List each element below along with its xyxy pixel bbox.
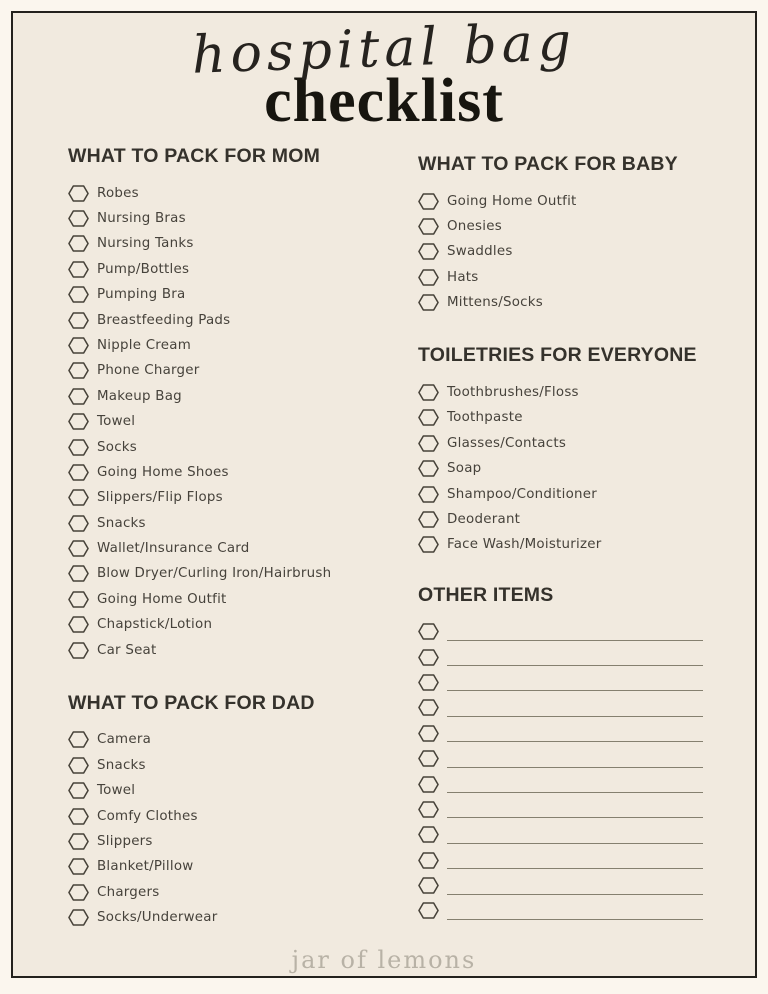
hexagon-checkbox-icon[interactable]	[68, 590, 89, 609]
hexagon-checkbox-icon[interactable]	[68, 387, 89, 406]
blank-checklist-row	[418, 746, 707, 771]
fill-in-line[interactable]	[447, 699, 703, 717]
fill-in-line[interactable]	[447, 724, 703, 742]
blank-checklist-row	[418, 619, 707, 644]
checklist-item	[418, 214, 707, 239]
hexagon-checkbox-icon[interactable]	[68, 781, 89, 800]
blank-checklist-row	[418, 848, 707, 873]
item-label: Chargers	[97, 884, 160, 900]
hexagon-checkbox-icon[interactable]	[68, 908, 89, 927]
item-label: Blanket/Pillow	[97, 859, 194, 875]
checklist-item	[68, 333, 418, 358]
hexagon-checkbox-icon[interactable]	[68, 209, 89, 228]
hexagon-checkbox-icon[interactable]	[418, 242, 439, 261]
item-label: Mittens/Socks	[447, 295, 544, 311]
hexagon-checkbox-icon[interactable]	[68, 883, 89, 902]
blank-checklist-row	[418, 898, 707, 923]
checklist-item	[418, 188, 707, 213]
checklist-item	[68, 612, 418, 637]
hexagon-checkbox-icon[interactable]	[68, 438, 89, 457]
checklist-item	[418, 239, 707, 264]
checklist-item	[68, 753, 418, 778]
item-label: Wallet/Insurance Card	[97, 541, 250, 557]
checklist-item	[68, 409, 418, 434]
right-column	[418, 154, 707, 930]
item-label: Hats	[447, 269, 479, 285]
hexagon-checkbox-icon[interactable]	[418, 268, 439, 287]
checklist-item	[68, 511, 418, 536]
item-label: Nursing Tanks	[97, 236, 194, 252]
hexagon-checkbox-icon[interactable]	[68, 336, 89, 355]
item-label: Blow Dryer/Curling Iron/Hairbrush	[97, 566, 332, 582]
fill-in-line[interactable]	[447, 673, 703, 691]
hexagon-checkbox-icon[interactable]	[418, 851, 439, 870]
item-label: Face Wash/Moisturizer	[447, 537, 602, 553]
item-label: Camera	[97, 732, 152, 748]
checklist-item	[68, 257, 418, 282]
checklist-item	[68, 358, 418, 383]
item-label: Deoderant	[447, 511, 521, 527]
hexagon-checkbox-icon[interactable]	[68, 514, 89, 533]
hexagon-checkbox-icon[interactable]	[68, 412, 89, 431]
section-title-dad: WHAT TO PACK FOR DAD	[68, 691, 315, 714]
hexagon-checkbox-icon[interactable]	[68, 564, 89, 583]
checklist-item	[418, 290, 707, 315]
item-label: Socks	[97, 439, 138, 455]
hexagon-checkbox-icon[interactable]	[418, 749, 439, 768]
item-label: Robes	[97, 185, 139, 201]
item-label: Shampoo/Conditioner	[447, 486, 598, 502]
hexagon-checkbox-icon[interactable]	[418, 535, 439, 554]
checklist-item	[68, 460, 418, 485]
hexagon-checkbox-icon[interactable]	[418, 192, 439, 211]
section-title-toiletries: TOILETRIES FOR EVERYONE	[418, 344, 697, 367]
checklist-item	[68, 485, 418, 510]
hexagon-checkbox-icon[interactable]	[418, 800, 439, 819]
item-label: Pumping Bra	[97, 287, 186, 303]
hexagon-checkbox-icon[interactable]	[68, 184, 89, 203]
hexagon-checkbox-icon[interactable]	[418, 825, 439, 844]
checklist-item	[68, 854, 418, 879]
checklist-item	[418, 405, 707, 430]
checklist-item	[418, 431, 707, 456]
fill-in-line[interactable]	[447, 648, 703, 666]
fill-in-line[interactable]	[447, 623, 703, 641]
blank-checklist-row	[418, 797, 707, 822]
item-label: Going Home Shoes	[97, 464, 229, 480]
item-list-toiletries	[418, 380, 707, 558]
hexagon-checkbox-icon[interactable]	[68, 730, 89, 749]
checklist-item	[68, 282, 418, 307]
item-label: Going Home Outfit	[97, 591, 227, 607]
hexagon-checkbox-icon[interactable]	[68, 463, 89, 482]
hexagon-checkbox-icon[interactable]	[418, 485, 439, 504]
section-title-mom: WHAT TO PACK FOR MOM	[68, 145, 321, 167]
hexagon-checkbox-icon[interactable]	[418, 293, 439, 312]
hexagon-checkbox-icon[interactable]	[418, 901, 439, 920]
fill-in-line[interactable]	[447, 800, 703, 818]
item-label: Toothpaste	[447, 410, 523, 426]
item-label: Comfy Clothes	[97, 808, 198, 824]
fill-in-line[interactable]	[447, 826, 703, 844]
hexagon-checkbox-icon[interactable]	[418, 648, 439, 667]
fill-in-line[interactable]	[447, 877, 703, 895]
checklist-item	[68, 384, 418, 409]
hexagon-checkbox-icon[interactable]	[418, 434, 439, 453]
fill-in-line[interactable]	[447, 750, 703, 768]
section-title-baby: WHAT TO PACK FOR BABY	[418, 153, 678, 175]
item-label: Toothbrushes/Floss	[447, 385, 579, 401]
checklist-item	[68, 206, 418, 231]
hexagon-checkbox-icon[interactable]	[418, 724, 439, 743]
item-label: Makeup Bag	[97, 388, 182, 404]
item-label: Slippers/Flip Flops	[97, 490, 223, 506]
checklist-item	[68, 536, 418, 561]
checklist-item	[68, 829, 418, 854]
blank-checklist-row	[418, 644, 707, 669]
item-label: Socks/Underwear	[97, 910, 218, 926]
hexagon-checkbox-icon[interactable]	[68, 539, 89, 558]
checklist-item	[418, 481, 707, 506]
blank-checklist-row	[418, 695, 707, 720]
checklist-item	[68, 180, 418, 205]
checklist-item	[418, 532, 707, 557]
item-list-dad	[68, 727, 418, 930]
item-label: Chapstick/Lotion	[97, 617, 213, 633]
blank-checklist-row	[418, 873, 707, 898]
hexagon-checkbox-icon[interactable]	[418, 459, 439, 478]
item-label: Breastfeeding Pads	[97, 312, 231, 328]
brand-credit: jar of lemons	[291, 946, 477, 974]
hexagon-checkbox-icon[interactable]	[68, 234, 89, 253]
item-label: Nipple Cream	[97, 337, 192, 353]
hexagon-checkbox-icon[interactable]	[68, 488, 89, 507]
hexagon-checkbox-icon[interactable]	[68, 311, 89, 330]
item-label: Phone Charger	[97, 363, 200, 379]
hexagon-checkbox-icon[interactable]	[68, 361, 89, 380]
hexagon-checkbox-icon[interactable]	[68, 832, 89, 851]
section-dad	[68, 693, 418, 931]
hexagon-checkbox-icon[interactable]	[68, 641, 89, 660]
section-baby	[418, 154, 707, 315]
item-label: Pump/Bottles	[97, 261, 190, 277]
hexagon-checkbox-icon[interactable]	[68, 285, 89, 304]
hexagon-checkbox-icon[interactable]	[418, 622, 439, 641]
checklist-item	[418, 456, 707, 481]
item-label: Snacks	[97, 757, 146, 773]
checklist-item	[68, 231, 418, 256]
checklist-item	[418, 380, 707, 405]
checklist-item	[68, 778, 418, 803]
item-label: Soap	[447, 461, 482, 477]
item-label: Snacks	[97, 515, 146, 531]
hexagon-checkbox-icon[interactable]	[418, 698, 439, 717]
checklist-item	[418, 265, 707, 290]
hexagon-checkbox-icon[interactable]	[418, 673, 439, 692]
checklist-item	[68, 637, 418, 662]
hexagon-checkbox-icon[interactable]	[68, 615, 89, 634]
item-label: Onesies	[447, 219, 502, 235]
checklist-item	[68, 727, 418, 752]
item-label: Towel	[97, 783, 136, 799]
section-mom	[68, 146, 418, 663]
checklist-item	[68, 561, 418, 586]
item-label: Nursing Bras	[97, 211, 186, 227]
item-label: Slippers	[97, 834, 153, 850]
checklist-item	[68, 880, 418, 905]
fill-in-line[interactable]	[447, 902, 703, 920]
checklist-page	[11, 11, 757, 978]
blank-checklist-row	[418, 771, 707, 796]
section-title-other-items: OTHER ITEMS	[418, 583, 554, 606]
hexagon-checkbox-icon[interactable]	[418, 775, 439, 794]
page-title: checklist	[264, 67, 504, 135]
checklist-item	[418, 507, 707, 532]
item-label: Swaddles	[447, 244, 513, 260]
item-list-mom	[68, 180, 418, 662]
hexagon-checkbox-icon[interactable]	[68, 857, 89, 876]
blank-checklist-row	[418, 670, 707, 695]
hexagon-checkbox-icon[interactable]	[418, 510, 439, 529]
checklist-item	[68, 905, 418, 930]
checklist-item	[68, 803, 418, 828]
hexagon-checkbox-icon[interactable]	[418, 408, 439, 427]
hexagon-checkbox-icon[interactable]	[68, 807, 89, 826]
hexagon-checkbox-icon[interactable]	[68, 756, 89, 775]
item-label: Glasses/Contacts	[447, 435, 567, 451]
item-label: Towel	[97, 414, 136, 430]
footer	[13, 946, 755, 974]
item-list-baby	[418, 188, 707, 315]
section-toiletries	[418, 345, 707, 557]
hexagon-checkbox-icon[interactable]	[418, 217, 439, 236]
checklist-item	[68, 587, 418, 612]
columns	[68, 146, 707, 930]
fill-in-line[interactable]	[447, 775, 703, 793]
item-label: Going Home Outfit	[447, 193, 577, 209]
title-block	[13, 12, 755, 135]
hexagon-checkbox-icon[interactable]	[68, 260, 89, 279]
item-label: Car Seat	[97, 642, 157, 658]
title-script: hospital bag	[191, 12, 577, 86]
blank-checklist-row	[418, 822, 707, 847]
fill-in-line[interactable]	[447, 851, 703, 869]
item-list-other	[418, 619, 707, 924]
hexagon-checkbox-icon[interactable]	[418, 876, 439, 895]
hexagon-checkbox-icon[interactable]	[418, 383, 439, 402]
checklist-item	[68, 307, 418, 332]
left-column	[68, 146, 418, 930]
blank-checklist-row	[418, 721, 707, 746]
section-other-items	[418, 585, 707, 924]
checklist-item	[68, 434, 418, 459]
